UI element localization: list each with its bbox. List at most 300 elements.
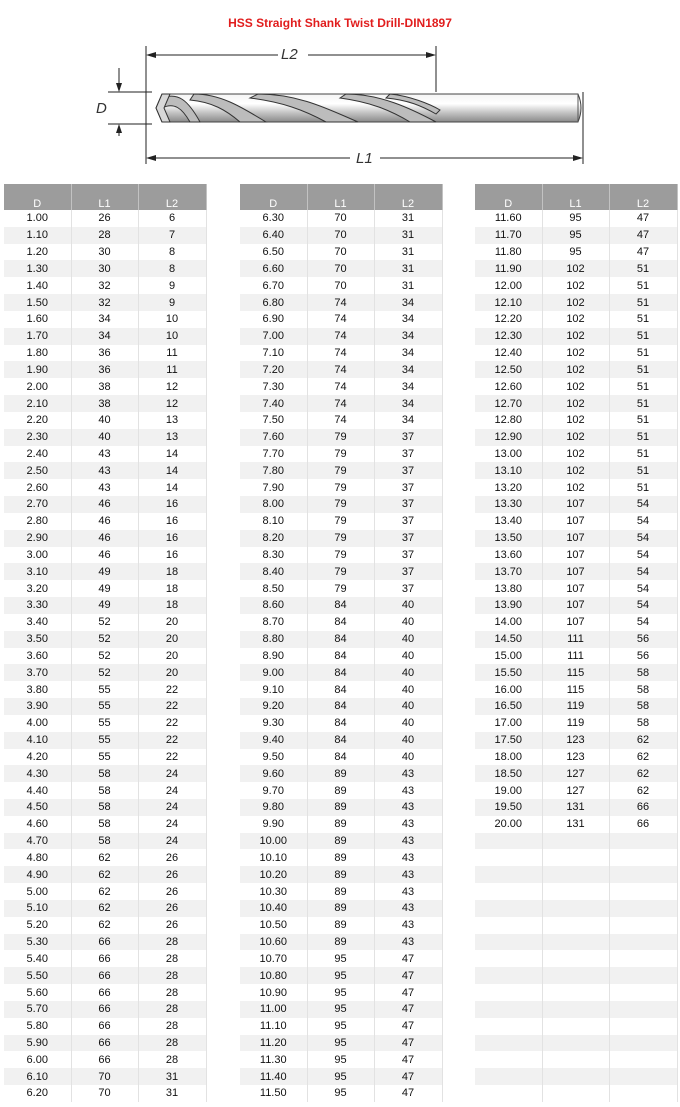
cell-d: 4.80 xyxy=(4,849,71,866)
table-row xyxy=(475,294,677,311)
cell-l2: 40 xyxy=(374,698,442,715)
cell-l1: 95 xyxy=(307,1001,374,1018)
cell-d: 9.20 xyxy=(240,698,307,715)
cell-l2 xyxy=(609,1001,677,1018)
cell-l1: 89 xyxy=(307,849,374,866)
cell-d: 1.40 xyxy=(4,277,71,294)
cell-l1: 107 xyxy=(542,530,609,547)
table-row xyxy=(240,210,442,227)
cell-l1: 58 xyxy=(71,765,138,782)
cell-l2 xyxy=(609,900,677,917)
table-row xyxy=(4,311,206,328)
cell-l2: 24 xyxy=(138,782,206,799)
d-label: D xyxy=(96,100,107,117)
cell-l2: 20 xyxy=(138,664,206,681)
cell-l1: 89 xyxy=(307,782,374,799)
cell-l1: 26 xyxy=(71,210,138,227)
table-row xyxy=(475,260,677,277)
cell-l2 xyxy=(609,1085,677,1102)
table-row xyxy=(475,732,677,749)
cell-l2: 58 xyxy=(609,715,677,732)
table-row xyxy=(4,429,206,446)
cell-d: 6.30 xyxy=(240,210,307,227)
cell-l2: 58 xyxy=(609,664,677,681)
cell-l1: 107 xyxy=(542,513,609,530)
cell-l1: 74 xyxy=(307,345,374,362)
table-row xyxy=(240,462,442,479)
cell-d: 7.30 xyxy=(240,378,307,395)
cell-l2: 31 xyxy=(138,1068,206,1085)
cell-l1: 66 xyxy=(71,967,138,984)
cell-d: 2.20 xyxy=(4,412,71,429)
cell-d: 4.90 xyxy=(4,866,71,883)
column-header-d: D xyxy=(240,184,307,210)
table-row xyxy=(240,799,442,816)
cell-l1: 55 xyxy=(71,698,138,715)
table-row xyxy=(240,648,442,665)
cell-d: 13.90 xyxy=(475,597,542,614)
cell-l1: 102 xyxy=(542,294,609,311)
cell-l1: 102 xyxy=(542,277,609,294)
cell-l1: 30 xyxy=(71,260,138,277)
table-row xyxy=(240,563,442,580)
cell-l2: 43 xyxy=(374,782,442,799)
cell-l1: 84 xyxy=(307,648,374,665)
table-row xyxy=(240,580,442,597)
cell-d: 3.00 xyxy=(4,547,71,564)
table-row xyxy=(240,614,442,631)
cell-d: 10.10 xyxy=(240,849,307,866)
cell-l2: 37 xyxy=(374,513,442,530)
cell-l2: 43 xyxy=(374,833,442,850)
cell-d: 13.20 xyxy=(475,479,542,496)
cell-l2: 47 xyxy=(609,210,677,227)
cell-d: 11.60 xyxy=(475,210,542,227)
table-row xyxy=(240,496,442,513)
cell-l2: 37 xyxy=(374,496,442,513)
table-row xyxy=(475,210,677,227)
cell-d xyxy=(475,1068,542,1085)
cell-d: 5.00 xyxy=(4,883,71,900)
table-row xyxy=(240,1018,442,1035)
cell-l1: 38 xyxy=(71,378,138,395)
cell-d: 9.80 xyxy=(240,799,307,816)
cell-d xyxy=(475,1001,542,1018)
cell-l2: 62 xyxy=(609,732,677,749)
cell-d: 2.70 xyxy=(4,496,71,513)
cell-l1: 102 xyxy=(542,378,609,395)
cell-l2: 16 xyxy=(138,496,206,513)
cell-d: 4.10 xyxy=(4,732,71,749)
cell-l1 xyxy=(542,984,609,1001)
table-row xyxy=(4,1001,206,1018)
cell-l1: 70 xyxy=(307,227,374,244)
cell-d: 13.10 xyxy=(475,462,542,479)
cell-l2: 14 xyxy=(138,479,206,496)
table-row xyxy=(4,244,206,261)
cell-l2: 16 xyxy=(138,530,206,547)
table-row xyxy=(4,984,206,1001)
table-row xyxy=(240,833,442,850)
cell-d: 11.00 xyxy=(240,1001,307,1018)
cell-d: 5.40 xyxy=(4,950,71,967)
cell-l1: 119 xyxy=(542,698,609,715)
cell-l1: 89 xyxy=(307,866,374,883)
cell-d: 2.90 xyxy=(4,530,71,547)
cell-l2 xyxy=(609,1051,677,1068)
table-row xyxy=(240,749,442,766)
cell-l1: 38 xyxy=(71,395,138,412)
cell-d: 5.10 xyxy=(4,900,71,917)
table-row xyxy=(4,277,206,294)
cell-l1: 102 xyxy=(542,328,609,345)
cell-l1: 46 xyxy=(71,530,138,547)
cell-d xyxy=(475,900,542,917)
cell-d: 19.00 xyxy=(475,782,542,799)
cell-l2: 47 xyxy=(374,984,442,1001)
cell-l2: 40 xyxy=(374,681,442,698)
cell-l2: 6 xyxy=(138,210,206,227)
table-row xyxy=(240,227,442,244)
table-row xyxy=(475,698,677,715)
cell-d: 13.50 xyxy=(475,530,542,547)
table-row xyxy=(475,934,677,951)
table-row xyxy=(475,967,677,984)
cell-d: 1.50 xyxy=(4,294,71,311)
cell-d: 12.50 xyxy=(475,361,542,378)
cell-l1: 62 xyxy=(71,849,138,866)
cell-d: 17.50 xyxy=(475,732,542,749)
cell-l2 xyxy=(609,1035,677,1052)
cell-d: 3.10 xyxy=(4,563,71,580)
cell-l1: 95 xyxy=(542,227,609,244)
cell-l2: 26 xyxy=(138,866,206,883)
table-row xyxy=(4,294,206,311)
cell-l2: 20 xyxy=(138,631,206,648)
table-row xyxy=(475,1018,677,1035)
cell-l1: 89 xyxy=(307,816,374,833)
table-row xyxy=(475,950,677,967)
cell-d: 5.90 xyxy=(4,1035,71,1052)
cell-l2: 34 xyxy=(374,345,442,362)
cell-l2: 43 xyxy=(374,883,442,900)
table-row xyxy=(240,446,442,463)
cell-l1: 84 xyxy=(307,698,374,715)
cell-l2: 28 xyxy=(138,984,206,1001)
cell-l2: 18 xyxy=(138,563,206,580)
table-row xyxy=(4,446,206,463)
cell-l1: 84 xyxy=(307,732,374,749)
cell-l2: 47 xyxy=(374,950,442,967)
cell-l2: 37 xyxy=(374,547,442,564)
cell-d: 16.00 xyxy=(475,681,542,698)
cell-l1: 32 xyxy=(71,294,138,311)
cell-l1: 107 xyxy=(542,547,609,564)
cell-l1: 40 xyxy=(71,412,138,429)
cell-l2: 24 xyxy=(138,833,206,850)
cell-d xyxy=(475,849,542,866)
cell-l1 xyxy=(542,1035,609,1052)
table-row xyxy=(240,395,442,412)
cell-l2: 24 xyxy=(138,799,206,816)
cell-d: 3.20 xyxy=(4,580,71,597)
cell-l2: 40 xyxy=(374,648,442,665)
cell-d: 11.30 xyxy=(240,1051,307,1068)
cell-l1: 52 xyxy=(71,664,138,681)
cell-l2: 10 xyxy=(138,311,206,328)
table-row xyxy=(4,345,206,362)
cell-l1: 74 xyxy=(307,395,374,412)
cell-l1: 123 xyxy=(542,732,609,749)
cell-l2: 51 xyxy=(609,429,677,446)
cell-d: 10.70 xyxy=(240,950,307,967)
cell-d: 6.90 xyxy=(240,311,307,328)
cell-d: 6.70 xyxy=(240,277,307,294)
cell-d: 6.50 xyxy=(240,244,307,261)
cell-l1: 89 xyxy=(307,833,374,850)
table-row xyxy=(240,765,442,782)
cell-d: 1.00 xyxy=(4,210,71,227)
table-row xyxy=(4,563,206,580)
cell-l1: 58 xyxy=(71,816,138,833)
cell-l2: 9 xyxy=(138,294,206,311)
cell-l2: 31 xyxy=(374,210,442,227)
cell-d: 2.00 xyxy=(4,378,71,395)
cell-l1: 102 xyxy=(542,479,609,496)
cell-l2: 18 xyxy=(138,597,206,614)
cell-l2: 16 xyxy=(138,513,206,530)
cell-d: 18.00 xyxy=(475,749,542,766)
cell-d: 15.00 xyxy=(475,648,542,665)
cell-l1 xyxy=(542,934,609,951)
table-row xyxy=(4,749,206,766)
cell-d: 4.20 xyxy=(4,749,71,766)
cell-l1 xyxy=(542,1068,609,1085)
cell-l2: 40 xyxy=(374,664,442,681)
cell-d: 7.00 xyxy=(240,328,307,345)
cell-l2: 34 xyxy=(374,412,442,429)
cell-l1: 49 xyxy=(71,597,138,614)
cell-l2: 47 xyxy=(609,227,677,244)
cell-l1: 102 xyxy=(542,345,609,362)
cell-l2: 54 xyxy=(609,563,677,580)
cell-l1: 79 xyxy=(307,513,374,530)
cell-d: 6.80 xyxy=(240,294,307,311)
cell-l2: 28 xyxy=(138,1035,206,1052)
table-row xyxy=(4,833,206,850)
cell-l2: 51 xyxy=(609,479,677,496)
cell-d: 2.30 xyxy=(4,429,71,446)
cell-l2: 34 xyxy=(374,395,442,412)
cell-l2: 37 xyxy=(374,446,442,463)
cell-d: 12.70 xyxy=(475,395,542,412)
table-row xyxy=(475,328,677,345)
table-row xyxy=(240,345,442,362)
cell-d: 2.60 xyxy=(4,479,71,496)
cell-d: 1.10 xyxy=(4,227,71,244)
cell-d: 11.20 xyxy=(240,1035,307,1052)
cell-l1: 95 xyxy=(542,244,609,261)
table-row xyxy=(475,597,677,614)
cell-l2: 26 xyxy=(138,849,206,866)
cell-d: 3.60 xyxy=(4,648,71,665)
table-row xyxy=(4,900,206,917)
table-row xyxy=(240,412,442,429)
cell-l2: 26 xyxy=(138,900,206,917)
cell-l1: 119 xyxy=(542,715,609,732)
table-row xyxy=(475,984,677,1001)
cell-d: 16.50 xyxy=(475,698,542,715)
cell-l2: 22 xyxy=(138,732,206,749)
cell-l1: 34 xyxy=(71,311,138,328)
table-row xyxy=(4,631,206,648)
cell-d xyxy=(475,967,542,984)
cell-l2: 54 xyxy=(609,597,677,614)
cell-l1 xyxy=(542,900,609,917)
cell-d: 8.40 xyxy=(240,563,307,580)
cell-l2: 28 xyxy=(138,1001,206,1018)
cell-l2: 47 xyxy=(374,1051,442,1068)
table-row xyxy=(4,328,206,345)
cell-l2: 34 xyxy=(374,378,442,395)
cell-d: 5.60 xyxy=(4,984,71,1001)
cell-l2: 66 xyxy=(609,799,677,816)
cell-d: 1.80 xyxy=(4,345,71,362)
cell-l2: 43 xyxy=(374,917,442,934)
cell-l1: 102 xyxy=(542,260,609,277)
table-row xyxy=(475,395,677,412)
table-row xyxy=(240,378,442,395)
table-row xyxy=(240,328,442,345)
cell-l1: 89 xyxy=(307,765,374,782)
page-title: HSS Straight Shank Twist Drill-DIN1897 xyxy=(228,16,452,30)
cell-d xyxy=(475,1051,542,1068)
cell-l2 xyxy=(609,950,677,967)
cell-l2 xyxy=(609,967,677,984)
cell-l1: 95 xyxy=(307,984,374,1001)
table-row xyxy=(240,950,442,967)
cell-l2: 34 xyxy=(374,361,442,378)
table-row xyxy=(240,681,442,698)
cell-d: 2.50 xyxy=(4,462,71,479)
cell-d: 13.30 xyxy=(475,496,542,513)
cell-l1: 52 xyxy=(71,631,138,648)
drill-size-table-3 xyxy=(475,184,678,1102)
table-row xyxy=(4,816,206,833)
table-row xyxy=(4,782,206,799)
cell-d: 14.00 xyxy=(475,614,542,631)
table-row xyxy=(475,681,677,698)
cell-d: 6.40 xyxy=(240,227,307,244)
table-row xyxy=(475,580,677,597)
cell-l1: 79 xyxy=(307,580,374,597)
cell-d: 7.50 xyxy=(240,412,307,429)
cell-l2: 47 xyxy=(374,1035,442,1052)
cell-d: 11.80 xyxy=(475,244,542,261)
cell-d: 5.50 xyxy=(4,967,71,984)
cell-d: 9.00 xyxy=(240,664,307,681)
cell-d: 5.30 xyxy=(4,934,71,951)
cell-l2: 54 xyxy=(609,513,677,530)
cell-l1 xyxy=(542,1018,609,1035)
cell-l1: 70 xyxy=(307,244,374,261)
cell-l2: 47 xyxy=(374,1001,442,1018)
table-row xyxy=(240,244,442,261)
cell-l1: 55 xyxy=(71,732,138,749)
table-row xyxy=(475,311,677,328)
table-row xyxy=(240,294,442,311)
cell-d: 10.30 xyxy=(240,883,307,900)
cell-l1: 84 xyxy=(307,715,374,732)
cell-d: 3.90 xyxy=(4,698,71,715)
cell-l2: 28 xyxy=(138,934,206,951)
cell-l2: 47 xyxy=(374,1068,442,1085)
cell-d: 12.40 xyxy=(475,345,542,362)
cell-l1: 28 xyxy=(71,227,138,244)
cell-l2: 34 xyxy=(374,328,442,345)
table-row xyxy=(4,580,206,597)
cell-l1: 79 xyxy=(307,563,374,580)
cell-l2: 51 xyxy=(609,361,677,378)
table-row xyxy=(475,547,677,564)
table-row xyxy=(4,547,206,564)
table-row xyxy=(4,462,206,479)
cell-l1: 107 xyxy=(542,580,609,597)
cell-d: 7.20 xyxy=(240,361,307,378)
cell-l1 xyxy=(542,1051,609,1068)
cell-l2: 37 xyxy=(374,580,442,597)
cell-l1: 84 xyxy=(307,681,374,698)
cell-d: 4.60 xyxy=(4,816,71,833)
cell-d: 8.20 xyxy=(240,530,307,547)
table-row xyxy=(475,563,677,580)
cell-l2: 43 xyxy=(374,934,442,951)
cell-l2: 37 xyxy=(374,429,442,446)
cell-d xyxy=(475,866,542,883)
cell-d xyxy=(475,833,542,850)
cell-d: 7.70 xyxy=(240,446,307,463)
cell-l2: 51 xyxy=(609,395,677,412)
table-row xyxy=(240,883,442,900)
cell-l2: 37 xyxy=(374,530,442,547)
cell-l1: 49 xyxy=(71,580,138,597)
table-row xyxy=(240,429,442,446)
cell-d: 12.00 xyxy=(475,277,542,294)
cell-d: 8.10 xyxy=(240,513,307,530)
table-row xyxy=(240,260,442,277)
table-row xyxy=(475,429,677,446)
cell-l2: 26 xyxy=(138,917,206,934)
table-row xyxy=(240,631,442,648)
cell-l2: 10 xyxy=(138,328,206,345)
cell-l2: 54 xyxy=(609,530,677,547)
cell-l2: 31 xyxy=(374,260,442,277)
cell-l2: 20 xyxy=(138,648,206,665)
cell-l2: 18 xyxy=(138,580,206,597)
table-row xyxy=(4,1035,206,1052)
cell-d: 5.20 xyxy=(4,917,71,934)
cell-l1: 95 xyxy=(542,210,609,227)
cell-l2: 51 xyxy=(609,378,677,395)
cell-l1: 62 xyxy=(71,883,138,900)
cell-l2: 54 xyxy=(609,580,677,597)
cell-d: 1.30 xyxy=(4,260,71,277)
l1-label: L1 xyxy=(356,150,373,167)
table-row xyxy=(475,345,677,362)
cell-l1: 107 xyxy=(542,563,609,580)
cell-d: 9.30 xyxy=(240,715,307,732)
table-row xyxy=(475,1051,677,1068)
